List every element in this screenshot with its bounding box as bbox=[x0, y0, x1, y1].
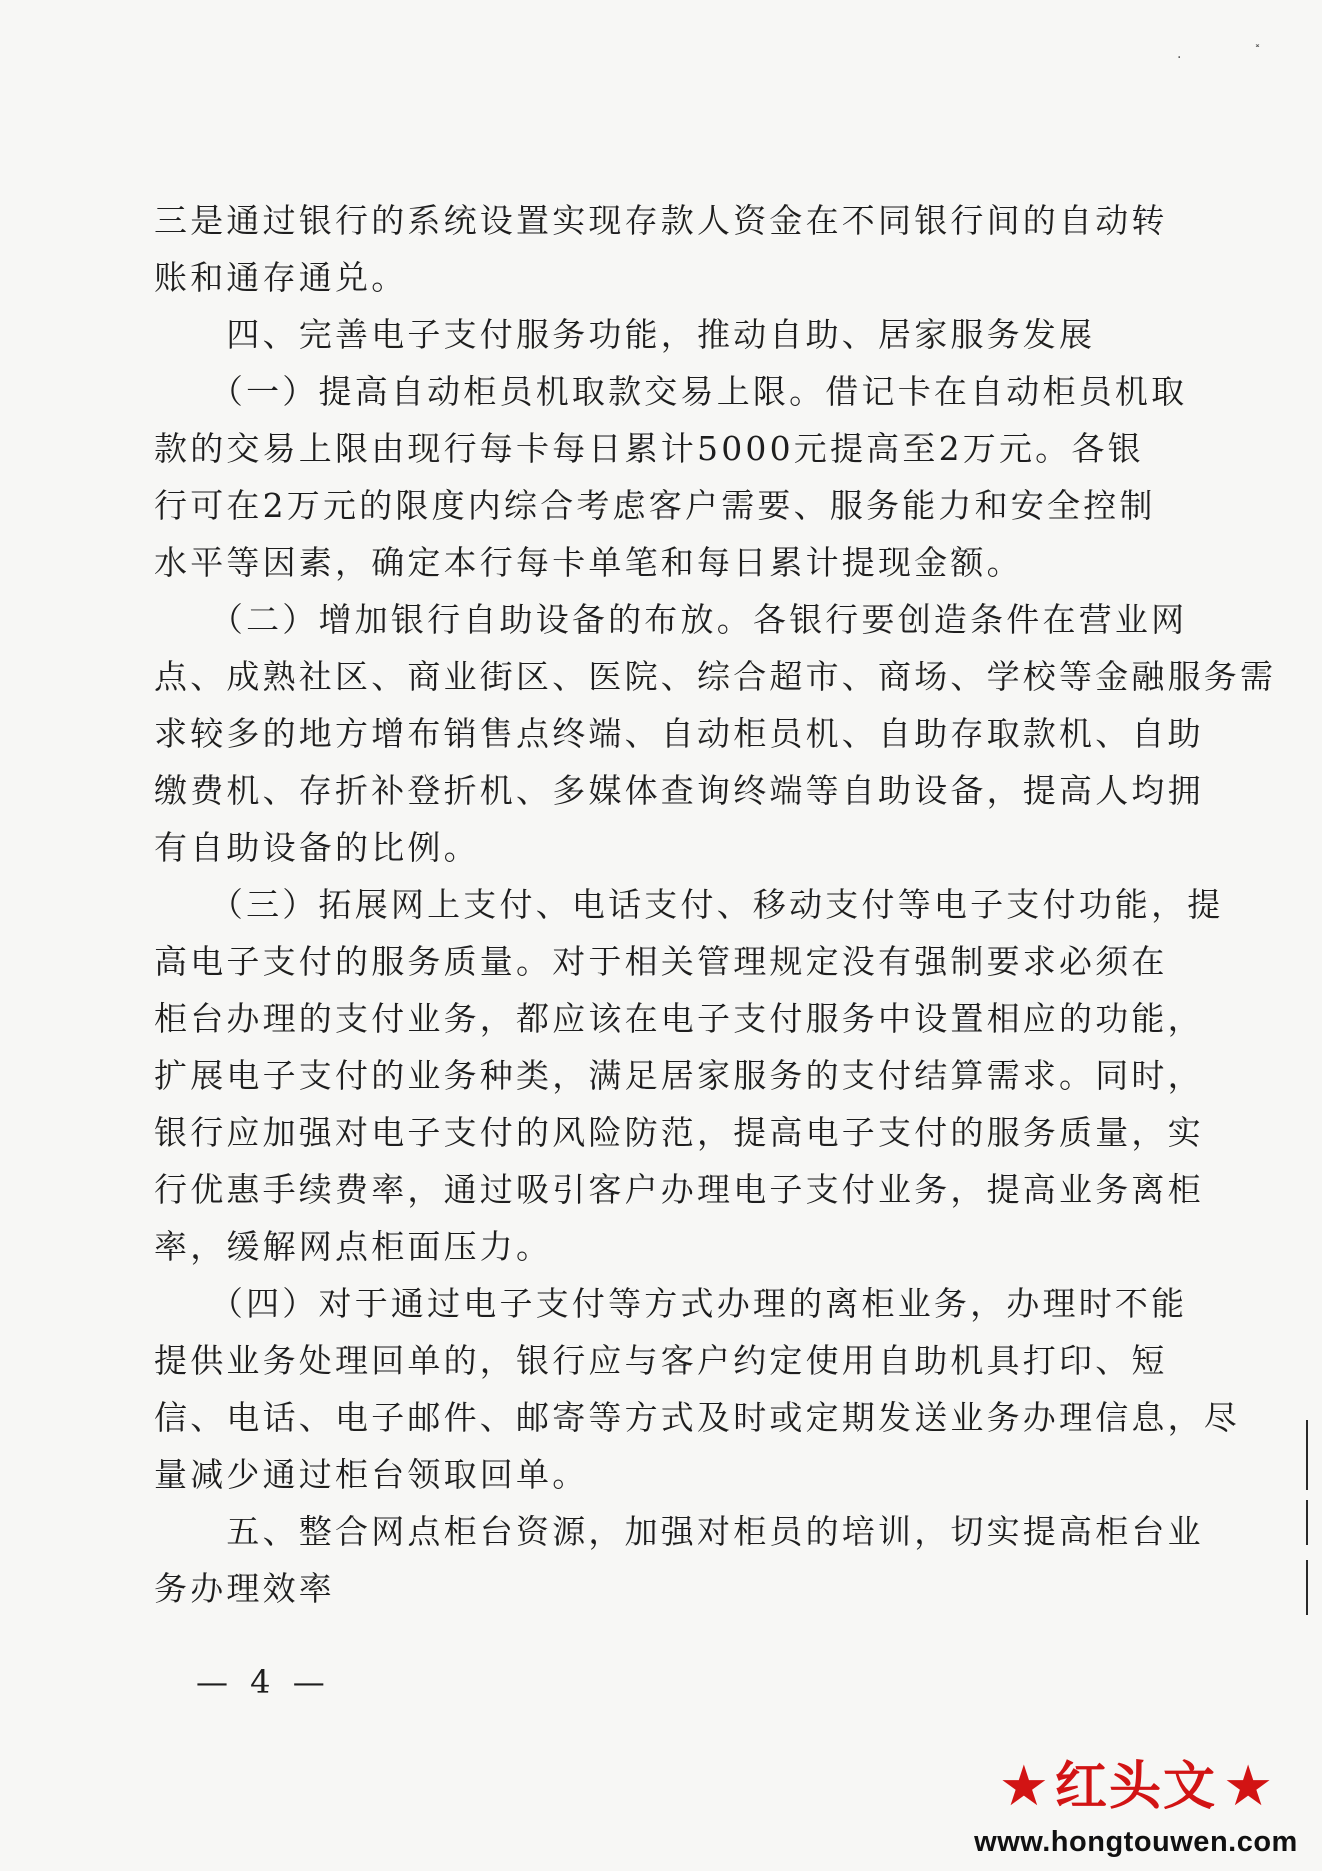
text-line: 求较多的地方增布销售点终端、自动柜员机、自助存取款机、自助 bbox=[154, 714, 1204, 753]
text-line: 提供业务处理回单的，银行应与客户约定使用自助机具打印、短 bbox=[154, 1341, 1168, 1380]
text-line: 款的交易上限由现行每卡每日累计5000元提高至2万元。各银 bbox=[154, 429, 1144, 468]
watermark bbox=[950, 1756, 1322, 1871]
text-line: 扩展电子支付的业务种类，满足居家服务的支付结算需求。同时， bbox=[154, 1056, 1204, 1095]
page-number: — 4 — bbox=[196, 1663, 331, 1701]
text-line: 账和通存通兑。 bbox=[154, 258, 408, 297]
text-line: 量减少通过柜台领取回单。 bbox=[154, 1455, 589, 1494]
text-line: （一）提高自动柜员机取款交易上限。借记卡在自动柜员机取 bbox=[154, 372, 1188, 411]
text-line: （三）拓展网上支付、电话支付、移动支付等电子支付功能，提 bbox=[154, 885, 1224, 924]
scan-edge-mark bbox=[1306, 1560, 1308, 1615]
text-line: 高电子支付的服务质量。对于相关管理规定没有强制要求必须在 bbox=[154, 942, 1168, 981]
watermark-title bbox=[950, 1756, 1322, 1818]
text-line: 率，缓解网点柜面压力。 bbox=[154, 1227, 553, 1266]
text-line: 务办理效率 bbox=[154, 1569, 335, 1608]
star-icon: ★ bbox=[1223, 1754, 1274, 1819]
text-line: 银行应加强对电子支付的风险防范，提高电子支付的服务质量，实 bbox=[154, 1113, 1204, 1152]
section-heading: 四、完善电子支付服务功能，推动自助、居家服务发展 bbox=[154, 315, 1096, 354]
text-line: 柜台办理的支付业务，都应该在电子支付服务中设置相应的功能， bbox=[154, 999, 1204, 1038]
watermark-url: www.hongtouwen.com bbox=[974, 1826, 1298, 1858]
star-icon: ★ bbox=[998, 1754, 1049, 1819]
scan-edge-mark bbox=[1306, 1420, 1308, 1490]
scan-edge-mark bbox=[1306, 1500, 1308, 1545]
text-line: （四）对于通过电子支付等方式办理的离柜业务，办理时不能 bbox=[154, 1284, 1188, 1323]
scan-speck: · bbox=[1177, 50, 1182, 66]
text-line: 水平等因素，确定本行每卡单笔和每日累计提现金额。 bbox=[154, 543, 1023, 582]
text-line: 行可在2万元的限度内综合考虑客户需要、服务能力和安全控制 bbox=[154, 486, 1156, 525]
text-line: （二）增加银行自助设备的布放。各银行要创造条件在营业网 bbox=[154, 600, 1188, 639]
scan-speck: ˟ bbox=[1254, 44, 1261, 60]
body-text bbox=[154, 192, 1277, 1617]
text-line: 三是通过银行的系统设置实现存款人资金在不同银行间的自动转 bbox=[154, 201, 1168, 240]
watermark-name: 红头文 bbox=[1054, 1757, 1217, 1817]
text-line: 信、电话、电子邮件、邮寄等方式及时或定期发送业务办理信息，尽 bbox=[154, 1398, 1240, 1437]
section-heading: 五、整合网点柜台资源，加强对柜员的培训，切实提高柜台业 bbox=[154, 1512, 1204, 1551]
text-line: 缴费机、存折补登折机、多媒体查询终端等自助设备，提高人均拥 bbox=[154, 771, 1204, 810]
text-line: 行优惠手续费率，通过吸引客户办理电子支付业务，提高业务离柜 bbox=[154, 1170, 1204, 1209]
text-line: 有自助设备的比例。 bbox=[154, 828, 480, 867]
text-line: 点、成熟社区、商业街区、医院、综合超市、商场、学校等金融服务需 bbox=[154, 657, 1277, 696]
